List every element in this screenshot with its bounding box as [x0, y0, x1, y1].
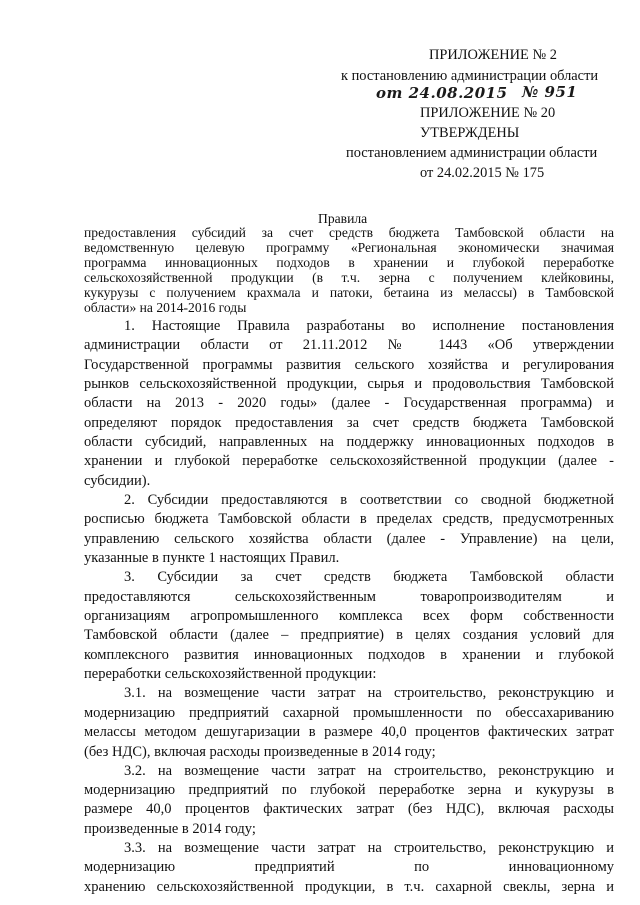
- body-line: управлению сельского хозяйства области (далее - Управление) на цели,: [84, 531, 614, 547]
- body-line: рынков сельскохозяйственной продукции, сырья и продовольствия Тамбовской: [84, 376, 614, 392]
- rules-title-line: предоставления субсидий за счет средств бюджета Тамбовской области на: [84, 225, 614, 240]
- body-line: комплексного развития инновационных подходов в хранении и глубокой: [84, 647, 614, 663]
- appendix-20-label: ПРИЛОЖЕНИЕ № 20: [420, 105, 556, 121]
- body-line: организациям агропромышленного комплекса всех форм собственности: [84, 608, 614, 624]
- body-line: 1. Настоящие Правила разработаны во исполнение постановления: [124, 318, 614, 334]
- body-line: хранении и глубокой переработке сельскохозяйственной продукции (далее -: [84, 453, 614, 469]
- rules-heading: Правила: [318, 211, 368, 226]
- rules-title-line: области» на 2014-2016 годы: [84, 300, 247, 315]
- appendix-2-label: ПРИЛОЖЕНИЕ № 2: [429, 47, 557, 63]
- body-line: (без НДС), включая расходы произведенные в 2014 году;: [84, 744, 436, 760]
- body-line: 2. Субсидии предоставляются в соответствии со сводной бюджетной: [124, 492, 614, 508]
- body-line: определяют порядок предоставления за счет средств бюджета Тамбовской: [84, 415, 614, 431]
- body-line: указанные в пункте 1 настоящих Правил.: [84, 550, 340, 566]
- body-line: области субсидий, направленных на поддержку инновационных подходов в: [84, 434, 614, 450]
- body-line: администрации области от 21.11.2012 № 1443 «Об утверждении: [84, 337, 614, 353]
- body-line: Государственной программы развития сельского хозяйства и регулирования: [84, 357, 614, 373]
- body-line: модернизацию предприятий сахарной промышленности по обессахариванию: [84, 705, 614, 721]
- rules-title-line: сельскохозяйственной продукции (в т.ч. зерна с получением клейковины,: [84, 270, 614, 285]
- rules-title-line: кукурузы с получением крахмала и патоки, бетаина из мелассы) в Тамбовской: [84, 285, 614, 300]
- body-line: предоставляются сельскохозяйственным товаропроизводителям и: [84, 589, 614, 605]
- resolution-ref: к постановлению администрации области: [341, 68, 599, 84]
- body-line: 3.3. на возмещение части затрат на строительство, реконструкцию и: [124, 840, 614, 856]
- approved-by: постановлением администрации области: [346, 145, 598, 161]
- rules-title-line: программа инновационных подходов в хранении и глубокой переработке: [84, 255, 614, 270]
- body-line: Тамбовской области (далее – предприятие) в целях создания условий для: [84, 627, 614, 643]
- body-line: модернизацию предприятий по глубокой переработке зерна и кукурузы в: [84, 782, 614, 798]
- body-line: хранению сельскохозяйственной продукции, в т.ч. сахарной свеклы, зерна и: [84, 879, 614, 895]
- handwritten-number: № 951: [522, 83, 578, 101]
- body-line: модернизацию предприятий по инновационному: [84, 859, 614, 875]
- body-line: 3.1. на возмещение части затрат на строительство, реконструкцию и: [124, 685, 614, 701]
- body-line: росписью бюджета Тамбовской области в пределах средств, предусмотренных: [84, 511, 614, 527]
- handwritten-date: от 24.08.2015: [376, 84, 508, 102]
- body-line: размере 40,0 процентов фактических затрат (без НДС), включая расходы: [84, 801, 614, 817]
- body-line: 3.2. на возмещение части затрат на строительство, реконструкцию и: [124, 763, 614, 779]
- body-line: 3. Субсидии за счет средств бюджета Тамбовской области: [124, 569, 614, 585]
- rules-title-line: ведомственную целевую программу «Региональная экономически значимая: [84, 240, 614, 255]
- body-line: произведенные в 2014 году;: [84, 821, 256, 837]
- body-line: переработки сельскохозяйственной продукции:: [84, 666, 377, 682]
- body-line: мелассы методом дешугаризации в размере 40,0 процентов фактических затрат: [84, 724, 614, 740]
- body-line: субсидии).: [84, 473, 151, 489]
- approved-date: от 24.02.2015 № 175: [420, 165, 545, 181]
- approved-label: УТВЕРЖДЕНЫ: [420, 125, 520, 141]
- body-line: области на 2013 - 2020 годы» (далее - Государственная программа) и: [84, 395, 614, 411]
